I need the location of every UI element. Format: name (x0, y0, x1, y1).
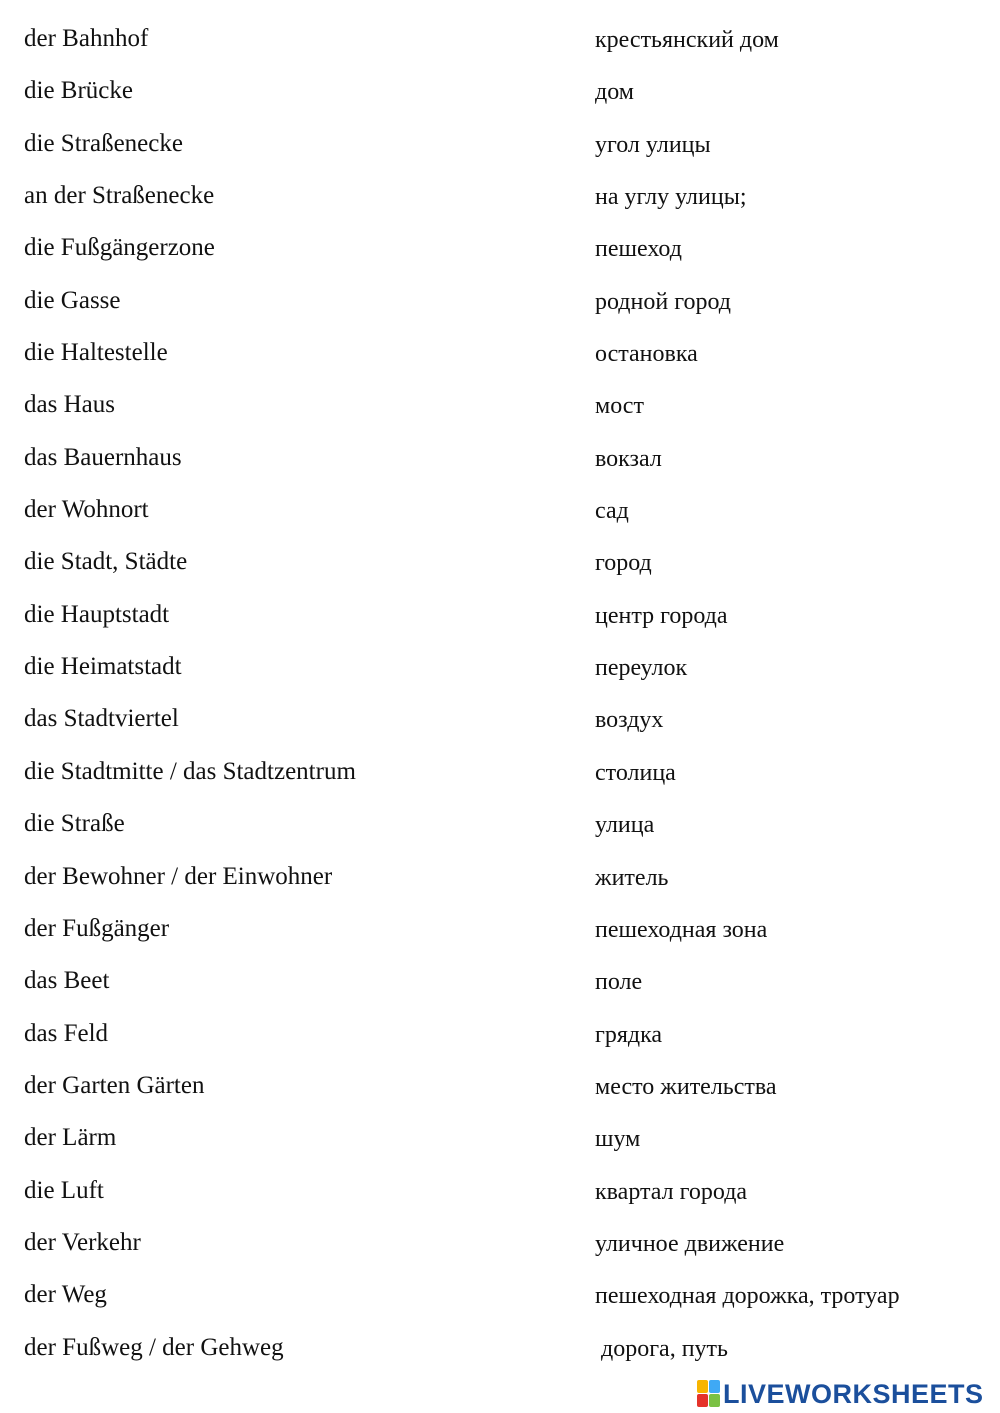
russian-translation: грядка (595, 1021, 663, 1048)
russian-translation: пешеходная дорожка, тротуар (595, 1283, 900, 1310)
german-word: das Beet (24, 967, 110, 995)
russian-translation: мост (595, 393, 644, 420)
german-word: der Lärm (24, 1124, 117, 1152)
russian-translation: родной город (595, 288, 731, 315)
russian-translation: пешеход (595, 236, 682, 263)
russian-translation: крестьянский дом (595, 27, 779, 53)
logo-text: LIVEWORKSHEETS (723, 1379, 984, 1409)
vocabulary-row (0, 590, 1000, 642)
russian-translation: на углу улицы; (595, 184, 747, 211)
vocabulary-row (0, 1218, 1000, 1270)
german-word: die Fußgängerzone (24, 234, 215, 262)
vocabulary-row (0, 799, 1000, 851)
vocabulary-row (0, 904, 1000, 956)
german-word: die Heimatstadt (24, 653, 182, 681)
german-word: die Hauptstadt (24, 600, 170, 628)
russian-translation: город (595, 550, 652, 577)
vocabulary-row (0, 1270, 1000, 1322)
russian-translation: угол улицы (595, 131, 711, 158)
russian-translation: пешеходная зона (595, 916, 768, 943)
german-word: das Stadtviertel (24, 705, 179, 733)
russian-translation: место жительства (595, 1073, 777, 1100)
german-word: das Bauernhaus (24, 443, 182, 471)
vocabulary-row (0, 171, 1000, 223)
vocabulary-row (0, 537, 1000, 589)
german-word: der Bewohner / der Einwohner (24, 862, 333, 890)
german-word: die Stadt, Städte (24, 548, 188, 576)
russian-translation: остановка (595, 341, 698, 368)
german-word: die Gasse (24, 286, 121, 314)
vocabulary-row (0, 223, 1000, 275)
german-word: die Haltestelle (24, 339, 168, 367)
german-word: der Weg (24, 1281, 107, 1309)
german-word: das Feld (24, 1019, 109, 1047)
vocabulary-row (0, 14, 1000, 66)
german-word: das Haus (24, 391, 115, 419)
german-word: der Bahnhof (24, 25, 149, 52)
german-word: der Fußgänger (24, 914, 170, 942)
russian-translation: улица (595, 812, 655, 839)
vocabulary-row (0, 1113, 1000, 1165)
logo-mark-icon (697, 1380, 721, 1408)
german-word: die Straße (24, 810, 125, 838)
german-word: die Brücke (24, 77, 133, 105)
german-word: der Wohnort (24, 496, 149, 524)
german-word: die Luft (24, 1176, 104, 1204)
vocabulary-row (0, 276, 1000, 328)
russian-translation: воздух (595, 707, 664, 734)
vocabulary-row (0, 1323, 1000, 1375)
russian-translation: вокзал (595, 445, 662, 472)
russian-translation: шум (595, 1126, 641, 1153)
german-word: die Stadtmitte / das Stadtzentrum (24, 757, 356, 785)
german-word: der Fußweg / der Gehweg (24, 1333, 284, 1361)
vocabulary-row (0, 642, 1000, 694)
vocabulary-row (0, 694, 1000, 746)
russian-translation: поле (595, 969, 643, 996)
russian-translation: переулок (595, 655, 688, 682)
vocabulary-row (0, 380, 1000, 432)
german-word: der Garten Gärten (24, 1071, 205, 1099)
russian-translation: житель (595, 864, 669, 891)
vocabulary-row (0, 1061, 1000, 1113)
vocabulary-row (0, 956, 1000, 1008)
vocabulary-row (0, 433, 1000, 485)
vocabulary-row (0, 1166, 1000, 1218)
vocabulary-row (0, 1009, 1000, 1061)
vocabulary-row (0, 328, 1000, 380)
vocabulary-row (0, 852, 1000, 904)
german-word: der Verkehr (24, 1228, 141, 1256)
german-word: an der Straßenecke (24, 182, 215, 210)
russian-translation: дом (595, 79, 634, 106)
liveworksheets-logo (697, 1378, 997, 1410)
vocabulary-list (0, 14, 1000, 1375)
german-word: die Straßenecke (24, 129, 183, 157)
russian-translation: квартал города (595, 1178, 748, 1205)
vocabulary-row (0, 119, 1000, 171)
vocabulary-row (0, 747, 1000, 799)
russian-translation: дорога, путь (595, 1335, 728, 1362)
russian-translation: уличное движение (595, 1230, 785, 1257)
russian-translation: сад (595, 498, 629, 525)
russian-translation: столица (595, 759, 676, 786)
vocabulary-row (0, 66, 1000, 118)
vocabulary-row (0, 485, 1000, 537)
russian-translation: центр города (595, 602, 728, 629)
